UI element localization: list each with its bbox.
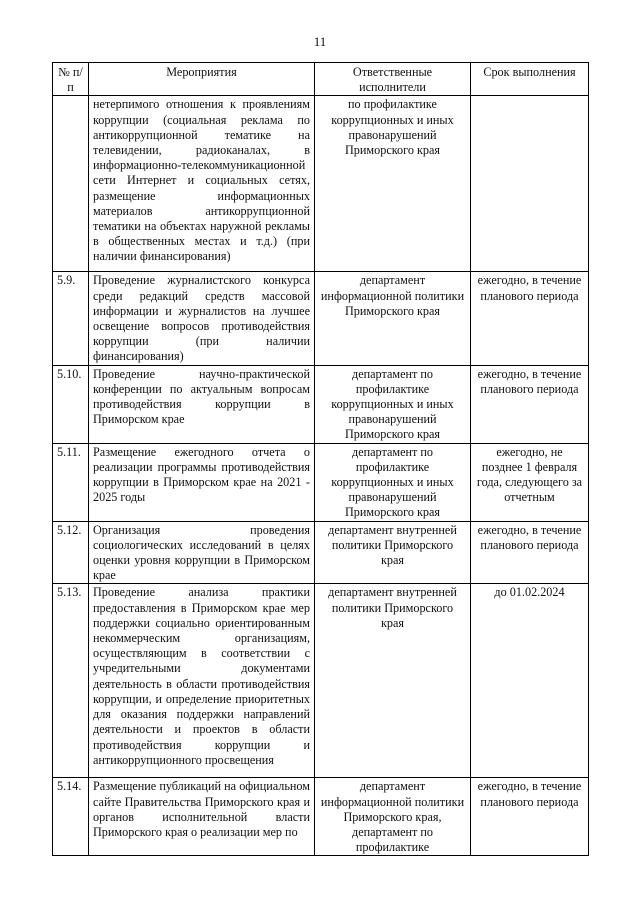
row-deadline: ежегодно, в течение планового периода <box>471 778 589 856</box>
row-deadline: ежегодно, в течение планового периода <box>471 365 589 443</box>
header-deadline: Срок выполнения <box>471 63 589 96</box>
row-deadline: ежегодно, в течение планового периода <box>471 272 589 365</box>
table-row <box>53 778 589 856</box>
row-responsible: департамент внутренней политики Приморского края <box>315 521 471 584</box>
row-activity: Проведение журналистского конкурса среди редакций средств массовой информации и журналистов на лучшее освещение вопросов противодействия коррупции (при наличии финансирования) <box>89 272 315 365</box>
header-responsible: Ответственные исполнители <box>315 63 471 96</box>
row-activity: Размещение публикаций на официальном сайте Правительства Приморского края и органов исполнительной власти Приморского края о реализации мер по <box>89 778 315 856</box>
row-deadline: до 01.02.2024 <box>471 584 589 778</box>
row-deadline <box>471 96 589 272</box>
table-row <box>53 584 589 778</box>
row-activity: Размещение ежегодного отчета о реализации программы противодействия коррупции в Приморском крае на 2021 - 2025 годы <box>89 443 315 521</box>
table-row <box>53 365 589 443</box>
row-deadline: ежегодно, в течение планового периода <box>471 521 589 584</box>
row-num: 5.9. <box>53 272 89 365</box>
row-activity: нетерпимого отношения к проявлениям коррупции (социальная реклама по антикоррупционной тематике на телевидении, радиоканалах, в информационно-телекоммуникационной сети Интернет и социальных сетях, размещение информационных материалов антикоррупционной тематики на объектах наружной рекламы в общественных местах и т.д.) (при наличии финансирования) <box>89 96 315 272</box>
table-row <box>53 443 589 521</box>
row-num <box>53 96 89 272</box>
row-activity: Проведение научно-практической конференции по актуальным вопросам противодействия коррупции в Приморском крае <box>89 365 315 443</box>
row-num: 5.13. <box>53 584 89 778</box>
row-activity: Проведение анализа практики предоставления в Приморском крае мер поддержки социально ориентированным некоммерческим организациям, осуществляющим в соответствии с учредительными документами деятельность в области противодействия коррупции, и определение приоритетных для оказания поддержки направлений деятельности и проектов в области противодействия коррупции и антикоррупционного просвещения <box>89 584 315 778</box>
row-responsible: по профилактике коррупционных и иных правонарушений Приморского края <box>315 96 471 272</box>
table-row <box>53 521 589 584</box>
table-header-row <box>53 63 589 96</box>
row-num: 5.10. <box>53 365 89 443</box>
row-deadline: ежегодно, не позднее 1 февраля года, следующего за отчетным <box>471 443 589 521</box>
row-responsible: департамент информационной политики Приморского края, департамент по профилактике <box>315 778 471 856</box>
action-plan-table <box>52 62 589 856</box>
row-num: 5.14. <box>53 778 89 856</box>
header-activity: Мероприятия <box>89 63 315 96</box>
table-row <box>53 96 589 272</box>
row-responsible: департамент по профилактике коррупционных и иных правонарушений Приморского края <box>315 365 471 443</box>
row-num: 5.12. <box>53 521 89 584</box>
row-responsible: департамент информационной политики Приморского края <box>315 272 471 365</box>
row-activity: Организация проведения социологических исследований в целях оценки уровня коррупции в Приморском крае <box>89 521 315 584</box>
row-responsible: департамент по профилактике коррупционных и иных правонарушений Приморского края <box>315 443 471 521</box>
page-number: 11 <box>313 34 327 49</box>
row-num: 5.11. <box>53 443 89 521</box>
row-responsible: департамент внутренней политики Приморского края <box>315 584 471 778</box>
table-row <box>53 272 589 365</box>
header-num: № п/п <box>53 63 89 96</box>
